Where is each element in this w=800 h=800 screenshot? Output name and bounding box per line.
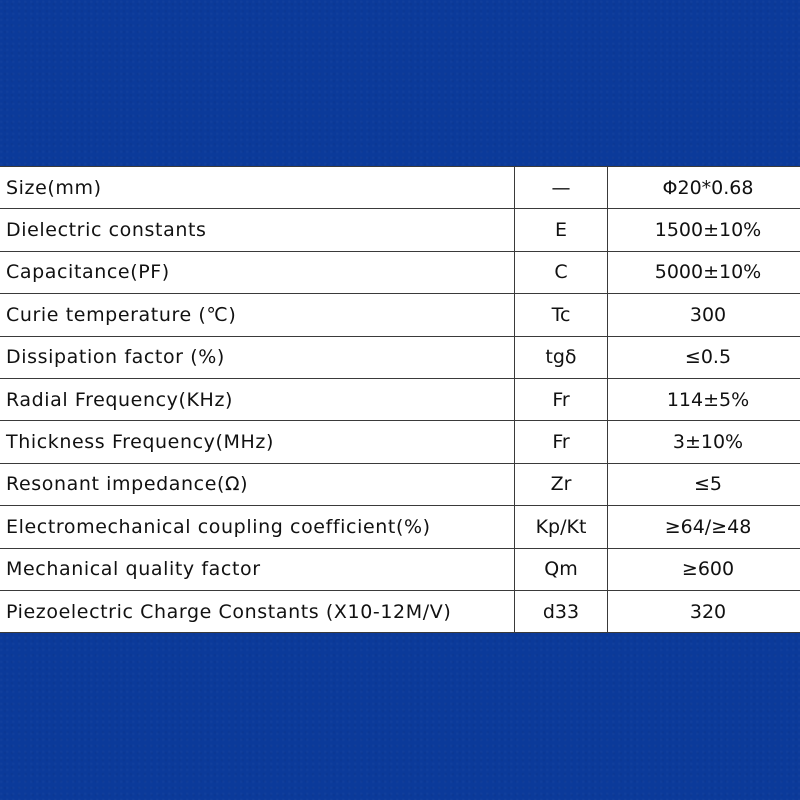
symbol-cell: Tc [515,294,608,336]
symbol-cell: Zr [515,463,608,505]
table-row [0,590,800,632]
parameter-cell: Resonant impedance(Ω) [0,463,515,505]
symbol-cell: tgδ [515,336,608,378]
parameter-cell: Dissipation factor (%) [0,336,515,378]
parameter-cell: Curie temperature (℃) [0,294,515,336]
parameter-cell: Electromechanical coupling coefficient(%) [0,506,515,548]
value-cell: Φ20*0.68 [608,167,800,209]
value-cell: ≥600 [608,548,800,590]
table-row [0,251,800,293]
parameter-cell: Capacitance(PF) [0,251,515,293]
value-cell: 114±5% [608,378,800,420]
value-cell: ≥64/≥48 [608,506,800,548]
value-cell: 300 [608,294,800,336]
parameter-cell: Thickness Frequency(MHz) [0,421,515,463]
table-row [0,336,800,378]
table-row [0,167,800,209]
value-cell: 5000±10% [608,251,800,293]
symbol-cell: d33 [515,590,608,632]
symbol-cell: — [515,167,608,209]
parameter-cell: Mechanical quality factor [0,548,515,590]
symbol-cell: C [515,251,608,293]
value-cell: 320 [608,590,800,632]
symbol-cell: Kp/Kt [515,506,608,548]
symbol-cell: Qm [515,548,608,590]
value-cell: ≤0.5 [608,336,800,378]
parameter-cell: Radial Frequency(KHz) [0,378,515,420]
value-cell: 1500±10% [608,209,800,251]
symbol-cell: Fr [515,421,608,463]
parameter-cell: Dielectric constants [0,209,515,251]
table-row [0,209,800,251]
table-row [0,506,800,548]
value-cell: ≤5 [608,463,800,505]
table-row [0,421,800,463]
table-row [0,548,800,590]
table-row [0,294,800,336]
table-row [0,463,800,505]
parameter-cell: Size(mm) [0,167,515,209]
symbol-cell: Fr [515,378,608,420]
table-row [0,378,800,420]
spec-table [0,166,800,633]
symbol-cell: E [515,209,608,251]
value-cell: 3±10% [608,421,800,463]
parameter-cell: Piezoelectric Charge Constants (X10-12M/V) [0,590,515,632]
